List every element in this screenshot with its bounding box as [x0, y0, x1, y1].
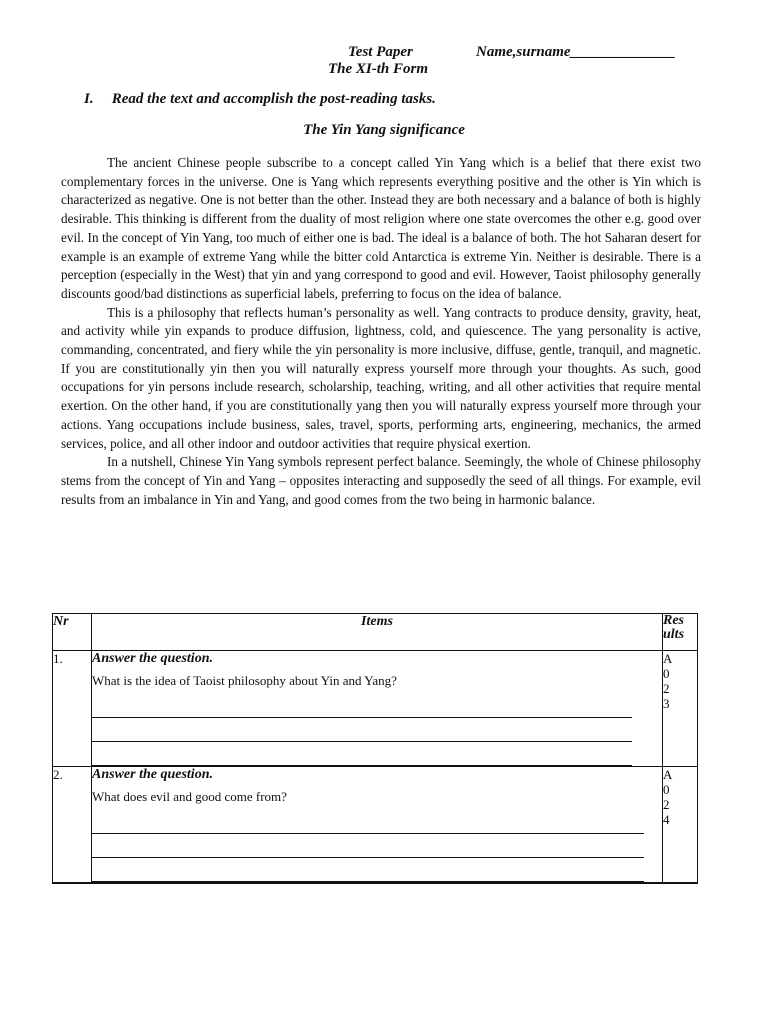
row-number: 1.	[53, 651, 92, 767]
row-results	[663, 651, 698, 767]
tasks-table	[52, 613, 698, 884]
answer-line[interactable]	[92, 815, 644, 834]
question-heading: Answer the question.	[92, 767, 213, 782]
header-results	[663, 614, 698, 651]
reading-title: The Yin Yang significance	[303, 122, 465, 138]
name-surname-field: Name,surname______________	[476, 44, 676, 60]
paragraph: The ancient Chinese people subscribe to a concept called Yin Yang which is a belief that there exist two complementary forces in the universe. One is Yang which represents everything positive and the other is Yin which is characterized as negative. One is not better than the other. Instead they are both necessary and a balance of both is highly desirable. This thinking is different from the duality of most religion where one state overcomes the other e.g. good over evil. In the concept of Yin Yang, too much of either one is bad. The ideal is a balance of both. The hot Saharan desert for example is an example of extreme Yang while the bitter cold Antarctica is extreme Yin. Neither is desirable. There is a perception (especially in the West) that yin and yang correspond to good and evil. However, Taoist philosophy generally discounts good/bad distinctions as superficial labels, preferring to focus on the idea of balance.	[61, 155, 701, 301]
question-heading: Answer the question.	[92, 651, 213, 666]
row-number: 2.	[53, 767, 92, 884]
row-item	[92, 767, 663, 884]
paper-title: Test Paper	[348, 44, 413, 60]
answer-line[interactable]	[92, 699, 632, 718]
form-label: The XI-th Form	[328, 61, 429, 77]
result-code: 3	[663, 696, 670, 711]
result-code: 0	[663, 666, 670, 681]
page-header	[0, 44, 768, 80]
row-results	[663, 767, 698, 884]
result-code: 0	[663, 782, 670, 797]
table-row	[53, 767, 698, 884]
result-code: A	[663, 651, 673, 666]
header-results-line1: Res	[663, 613, 684, 628]
task-instruction	[84, 91, 436, 108]
question-text: What does evil and good come from?	[92, 789, 287, 804]
answer-line[interactable]	[92, 723, 632, 742]
result-code: A	[663, 767, 673, 782]
paragraph: In a nutshell, Chinese Yin Yang symbols represent perfect balance. Seemingly, the whole of Chinese philosophy stems from the concept of Yin and Yang – opposites interacting and supposedly the seed of all things. For example, evil results from an imbalance in Yin and Yang, and good comes from the two being in harmonic balance.	[61, 454, 701, 507]
answer-line[interactable]	[92, 747, 632, 766]
reading-text	[61, 154, 701, 509]
task-number: I.	[84, 91, 94, 107]
header-nr: Nr	[53, 614, 92, 651]
result-code: 4	[663, 812, 670, 827]
task-text: Read the text and accomplish the post-reading tasks.	[111, 91, 436, 107]
answer-line[interactable]	[92, 863, 644, 882]
header-results-line2: ults	[663, 627, 685, 642]
question-text: What is the idea of Taoist philosophy about Yin and Yang?	[92, 673, 397, 688]
table-header-row	[53, 614, 698, 651]
answer-line[interactable]	[92, 839, 644, 858]
table-row	[53, 651, 698, 767]
result-code: 2	[663, 681, 670, 696]
paragraph: This is a philosophy that reflects human’s personality as well. Yang contracts to produce density, gravity, heat, and activity while yin expands to produce diffusion, lightness, cold, and quiescence. The yang personality is active, commanding, concentrated, and fiery while the yin personality is more inclusive, diffuse, gentle, tranquil, and magnetic. If you are constitutionally yin then you will naturally express yourself more through your thoughts. As such, good occupations for yin persons include research, scholarship, teaching, writing, and all other activities that require mental exertion. On the other hand, if you are constitutionally yang then you will naturally express yourself more through your actions. Yang occupations include business, sales, travel, sports, performing arts, engineering, mechanics, the armed services, police, and all other indoor and outdoor activities that require physical exertion.	[61, 304, 701, 451]
result-code: 2	[663, 797, 670, 812]
header-items: Items	[92, 614, 663, 651]
row-item	[92, 651, 663, 767]
